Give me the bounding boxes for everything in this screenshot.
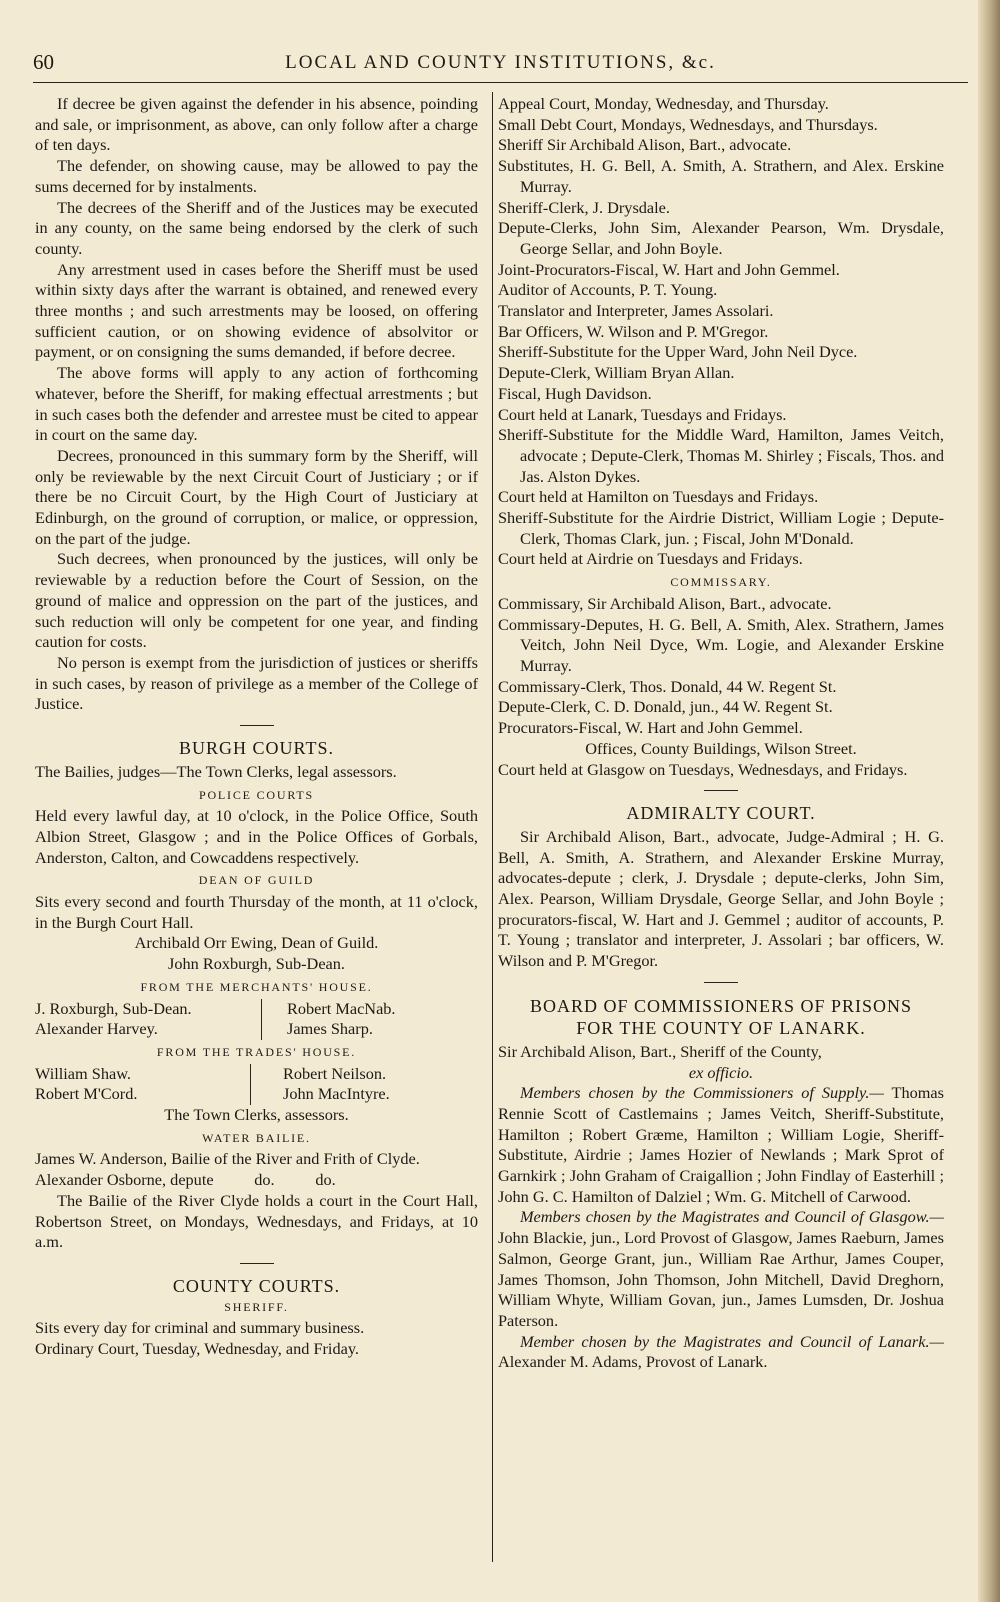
sheriff-entry: Sheriff-Substitute for the Middle Ward, Hamilton, James Veitch, advocate ; Depute-Clerk, Thomas M. Shirley ; Fiscals, Thos. and Jas. Alston Dykes. bbox=[498, 425, 944, 486]
sheriff-entry: Translator and Interpreter, James Assolari. bbox=[498, 301, 774, 321]
sheriff-entry: Court held at Lanark, Tuesdays and Fridays. bbox=[498, 404, 787, 424]
paragraph: If decree be given against the defender in his absence, poinding and sale, or imprisonment, as above, can only follow after a charge of ten days. bbox=[35, 94, 478, 155]
paragraph: Such decrees, when pronounced by the justices, will only be reviewable by a reduction before the Court of Session, on the ground of malice and oppression on the part of the justices, and such reduction will only be competent for one year, and finding caution for costs. bbox=[35, 549, 478, 652]
ex-officio: ex officio. bbox=[688, 1062, 754, 1082]
column-divider bbox=[492, 92, 493, 1562]
section-rule bbox=[704, 790, 738, 791]
running-title: LOCAL AND COUNTY INSTITUTIONS, &c. bbox=[285, 52, 716, 73]
lanark-member bbox=[498, 1332, 944, 1373]
burgh-intro: The Bailies, judges—The Town Clerks, legal assessors. bbox=[35, 761, 397, 781]
commissary-entry: Depute-Clerk, C. D. Donald, jun., 44 W. Regent St. bbox=[498, 697, 833, 717]
paragraph: The above forms will apply to any action of forthcoming whatever, before the Sheriff, for making effectual arrestments ; but in such cases both the defender and arrestee must be cited to appear in court on the same day. bbox=[35, 363, 478, 445]
page-binding-edge bbox=[978, 0, 1000, 1602]
paragraph: Decrees, pronounced in this summary form by the Sheriff, will only be reviewable by the next Circuit Court of Justiciary ; or if there be no Circuit Court, by the High Court of Justiciary at Edinburgh, on the ground of corruption, or malice, or oppression, on the part of the judge. bbox=[35, 445, 478, 548]
county-courts-text: Ordinary Court, Tuesday, Wednesday, and Friday. bbox=[35, 1339, 359, 1359]
sheriff-entry: Auditor of Accounts, P. T. Young. bbox=[498, 280, 718, 300]
dean-of-guild-heading: DEAN OF GUILD bbox=[198, 873, 315, 888]
sheriff-entry: Substitutes, H. G. Bell, A. Smith, A. Strathern, and Alex. Erskine Murray. bbox=[498, 156, 944, 196]
header-rule bbox=[33, 82, 968, 83]
county-courts-text: Sits every day for criminal and summary business. bbox=[35, 1318, 365, 1338]
member-name: Alexander Harvey. bbox=[35, 1019, 158, 1039]
dean-of-guild-text: Sits every second and fourth Thursday of the month, at 11 o'clock, in the Burgh Court Hall. bbox=[35, 892, 478, 932]
merchants-house-heading: FROM THE MERCHANTS' HOUSE. bbox=[140, 979, 373, 994]
trades-members bbox=[35, 1064, 478, 1105]
glasgow-label: Members chosen by the Magistrates and Council of Glasgow.— bbox=[520, 1207, 944, 1227]
admiralty-court-text: Sir Archibald Alison, Bart., advocate, Judge-Admiral ; H. G. Bell, A. Smith, A. Strathern, and Alexander Erskine Murray, advocates-depute ; clerk, J. Drysdale ; depute-clerks, John Sim, Alex. Pearson, William Drysdale, George Sellar, and John Boyle ; procurators-fiscal, W. Hart and J. Gemmel ; auditor of accounts, P. T. Young ; translator and interpreter, J. Assolari ; bar officers, W. Wilson and P. M'Gregor. bbox=[498, 826, 944, 971]
water-bailie-entry: James W. Anderson, Bailie of the River and Frith of Clyde. bbox=[35, 1149, 420, 1169]
section-rule bbox=[704, 982, 738, 983]
sheriff-entry: Sheriff Sir Archibald Alison, Bart., advocate. bbox=[498, 135, 792, 155]
supply-members bbox=[498, 1083, 944, 1207]
sheriff-entry: Depute-Clerk, William Bryan Allan. bbox=[498, 363, 735, 383]
court-glasgow-line: Court held at Glasgow on Tuesdays, Wednesdays, and Fridays. bbox=[498, 759, 908, 779]
member-name: Robert M'Cord. bbox=[35, 1084, 138, 1104]
paragraph: Any arrestment used in cases before the Sheriff must be used within sixty days after the warrant is obtained, and renewed every three months ; and such arrestments may be loosed, on offering sufficient caution, or on showing evidence of absolvitor or payment, or on consigning the sums demanded, if before decree. bbox=[35, 259, 478, 362]
commissary-entry: Procurators-Fiscal, W. Hart and John Gemmel. bbox=[498, 718, 803, 738]
section-rule bbox=[240, 725, 274, 726]
supply-label: Members chosen by the Commissioners of Supply.— bbox=[520, 1083, 884, 1103]
supply-text: Thomas Rennie Scott of Castlemains ; James Veitch, Sheriff-Substitute, Hamilton ; Robert Græme, Hamilton ; William Logie, Sheriff-Substitute, Airdrie ; James Hozier of Newlands ; Mark Sprot of Garnkirk ; John Graham of Craigallion ; John Findlay of Easterhill ; John G. C. Hamilton of Dalziel ; Wm. G. Mitchell of Carwood. bbox=[498, 1083, 944, 1206]
trades-house-heading: FROM THE TRADES' HOUSE. bbox=[156, 1044, 357, 1059]
water-bailie-heading: WATER BAILIE. bbox=[202, 1130, 311, 1145]
dean-name: Archibald Orr Ewing, Dean of Guild. bbox=[134, 933, 379, 953]
burgh-courts-heading: BURGH COURTS. bbox=[179, 738, 334, 759]
sheriff-entry: Sheriff-Substitute for the Upper Ward, John Neil Dyce. bbox=[498, 342, 858, 362]
board-heading bbox=[498, 995, 944, 1039]
sheriff-entry: Joint-Procurators-Fiscal, W. Hart and John Gemmel. bbox=[498, 259, 840, 279]
board-sheriff: Sir Archibald Alison, Bart., Sheriff of the County, bbox=[498, 1041, 822, 1061]
sheriff-entry: Bar Officers, W. Wilson and P. M'Gregor. bbox=[498, 321, 769, 341]
page-header bbox=[33, 50, 968, 80]
paragraph: The defender, on showing cause, may be allowed to pay the sums decerned for by instalments. bbox=[35, 156, 478, 196]
sheriff-entry: Sheriff-Clerk, J. Drysdale. bbox=[498, 197, 670, 217]
assessors-note: The Town Clerks, assessors. bbox=[164, 1105, 349, 1125]
county-courts-heading: COUNTY COURTS. bbox=[172, 1275, 341, 1296]
police-courts-heading: POLICE COURTS bbox=[198, 787, 315, 802]
admiralty-court-heading: ADMIRALTY COURT. bbox=[626, 803, 816, 824]
water-bailie-depute: Alexander Osborne, depute do. do. bbox=[35, 1170, 336, 1190]
commissary-entry: Commissary-Deputes, H. G. Bell, A. Smith, Alex. Strathern, James Veitch, John Neil Dyce, Wm. Logie, and Alexander Erskine Murray. bbox=[498, 614, 944, 675]
page-number: 60 bbox=[33, 50, 54, 74]
sheriff-heading: SHERIFF. bbox=[224, 1299, 289, 1314]
glasgow-text: John Blackie, jun., Lord Provost of Glasgow, James Raeburn, James Salmon, George Grant, jun., William Rae Arthur, James Couper, James Thomson, John Thomson, John Mitchell, David Dreghorn, William Whyte, William Govan, jun., James Lumsden, Dr. Joshua Paterson. bbox=[498, 1228, 944, 1330]
offices-line: Offices, County Buildings, Wilson Street. bbox=[585, 738, 857, 758]
merchants-members bbox=[35, 999, 478, 1040]
sheriff-entry: Depute-Clerks, John Sim, Alexander Pearson, Wm. Drysdale, George Sellar, and John Boyle. bbox=[498, 218, 944, 258]
member-name: Robert Neilson. bbox=[283, 1063, 387, 1083]
left-column bbox=[35, 94, 478, 1360]
lanark-text: Alexander M. Adams, Provost of Lanark. bbox=[498, 1352, 768, 1372]
sub-dean-name: John Roxburgh, Sub-Dean. bbox=[168, 954, 345, 974]
paragraph: No person is exempt from the jurisdiction of justices or sheriffs in such cases, by reason of privilege as a member of the College of Justice. bbox=[35, 652, 478, 714]
sheriff-entry: Fiscal, Hugh Davidson. bbox=[498, 383, 652, 403]
sheriff-entry: Court held at Hamilton on Tuesdays and Fridays. bbox=[498, 487, 819, 507]
right-column bbox=[498, 94, 944, 1373]
member-name: James Sharp. bbox=[287, 1019, 373, 1039]
lanark-label: Member chosen by the Magistrates and Council of Lanark.— bbox=[520, 1331, 944, 1351]
section-rule bbox=[240, 1263, 274, 1264]
sheriff-entry: Court held at Airdrie on Tuesdays and Fridays. bbox=[498, 549, 803, 569]
sheriff-entry: Small Debt Court, Mondays, Wednesdays, and Thursdays. bbox=[498, 114, 878, 134]
member-name: Robert MacNab. bbox=[287, 998, 396, 1018]
board-heading-line: FOR THE COUNTY OF LANARK. bbox=[576, 1017, 866, 1038]
board-heading-line: BOARD OF COMMISSIONERS OF PRISONS bbox=[529, 995, 913, 1016]
member-name: J. Roxburgh, Sub-Dean. bbox=[35, 998, 192, 1018]
commissary-heading: COMMISSARY. bbox=[670, 575, 772, 590]
paragraph: The decrees of the Sheriff and of the Justices may be executed in any county, on the same being endorsed by the clerk of such county. bbox=[35, 197, 478, 258]
water-bailie-court: The Bailie of the River Clyde holds a court in the Court Hall, Robertson Street, on Mondays, Wednesdays, and Fridays, at 10 a.m. bbox=[35, 1190, 478, 1252]
member-name: William Shaw. bbox=[35, 1063, 131, 1083]
member-name: John MacIntyre. bbox=[283, 1084, 390, 1104]
sheriff-entry: Sheriff-Substitute for the Airdrie District, William Logie ; Depute-Clerk, Thomas Clark, jun. ; Fiscal, John M'Donald. bbox=[498, 508, 944, 548]
sheriff-entry: Appeal Court, Monday, Wednesday, and Thursday. bbox=[498, 94, 829, 113]
commissary-entry: Commissary-Clerk, Thos. Donald, 44 W. Regent St. bbox=[498, 676, 837, 696]
commissary-entry: Commissary, Sir Archibald Alison, Bart., advocate. bbox=[498, 593, 832, 613]
police-courts-text: Held every lawful day, at 10 o'clock, in the Police Office, South Albion Street, Glasgow ; and in the Police Offices of Gorbals, Anderston, Calton, and Cowcaddens respectively. bbox=[35, 806, 478, 867]
glasgow-members bbox=[498, 1207, 944, 1331]
